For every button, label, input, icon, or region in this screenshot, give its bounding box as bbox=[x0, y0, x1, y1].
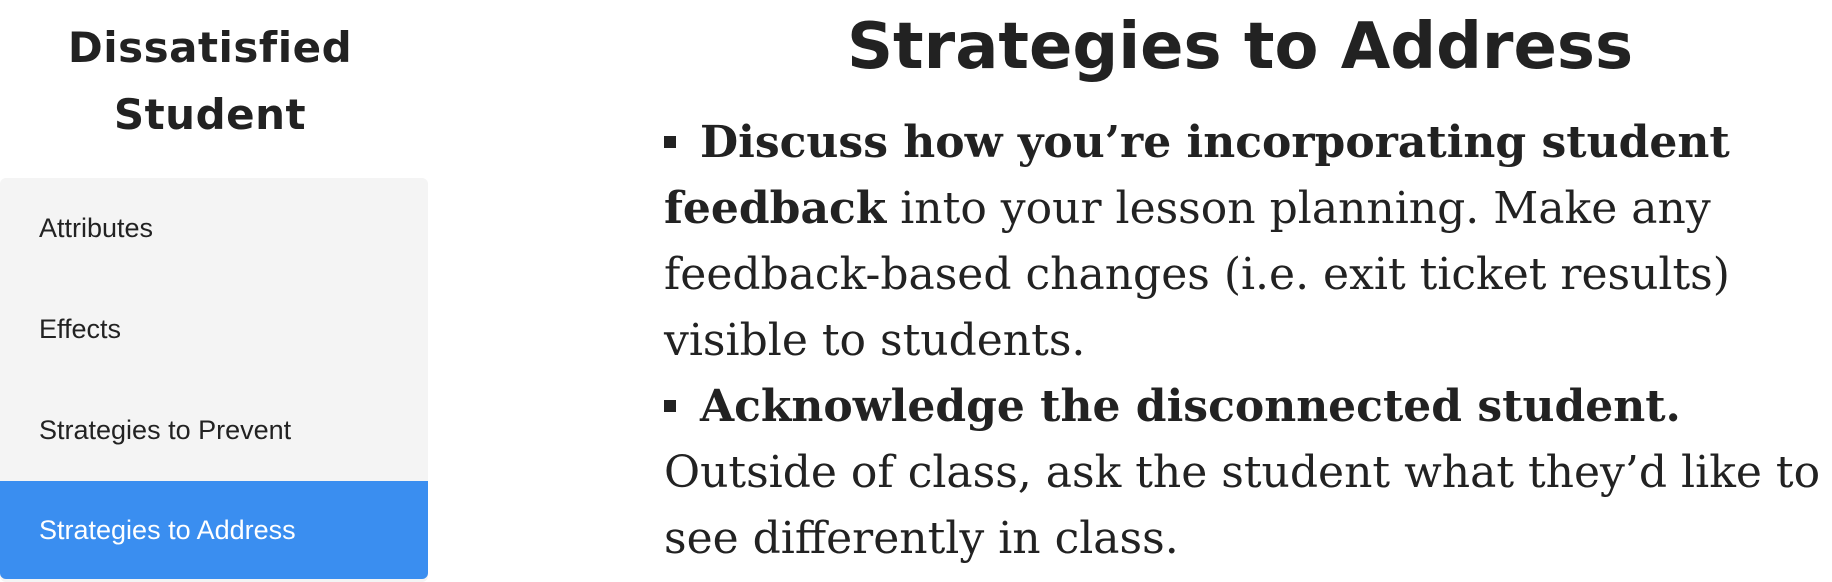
strategy-list bbox=[664, 110, 1832, 572]
list-item bbox=[664, 110, 1832, 374]
sidebar-title-line2: Student bbox=[113, 90, 307, 139]
sidebar-menu bbox=[0, 178, 428, 582]
bullet-text: Outside of class, ask the student what they’d like to see differently in class. bbox=[664, 447, 1821, 564]
main-content bbox=[640, 0, 1832, 582]
page-title: Strategies to Address bbox=[846, 10, 1634, 84]
bullet-text: into your lesson planning. Make any feedback-based changes (i.e. exit ticket results) visible to students. bbox=[664, 183, 1730, 366]
sidebar-item-strategies-to-prevent[interactable]: Strategies to Prevent bbox=[39, 415, 292, 445]
sidebar-title-line1: Dissatisfied bbox=[67, 23, 353, 72]
bullet-bold-lead: Discuss how you’re incorporating student feedback bbox=[664, 117, 1730, 234]
list-item bbox=[664, 374, 1832, 572]
bullet-bold-lead: Acknowledge the disconnected student. bbox=[700, 381, 1681, 432]
sidebar-item-attributes[interactable]: Attributes bbox=[39, 213, 154, 243]
sidebar bbox=[0, 0, 428, 582]
bullet-square-icon bbox=[664, 400, 676, 412]
sidebar-item-strategies-to-address[interactable]: Strategies to Address bbox=[0, 481, 428, 579]
sidebar-title bbox=[0, 14, 420, 148]
bullet-square-icon bbox=[664, 136, 676, 148]
sidebar-item-effects[interactable]: Effects bbox=[39, 314, 122, 344]
